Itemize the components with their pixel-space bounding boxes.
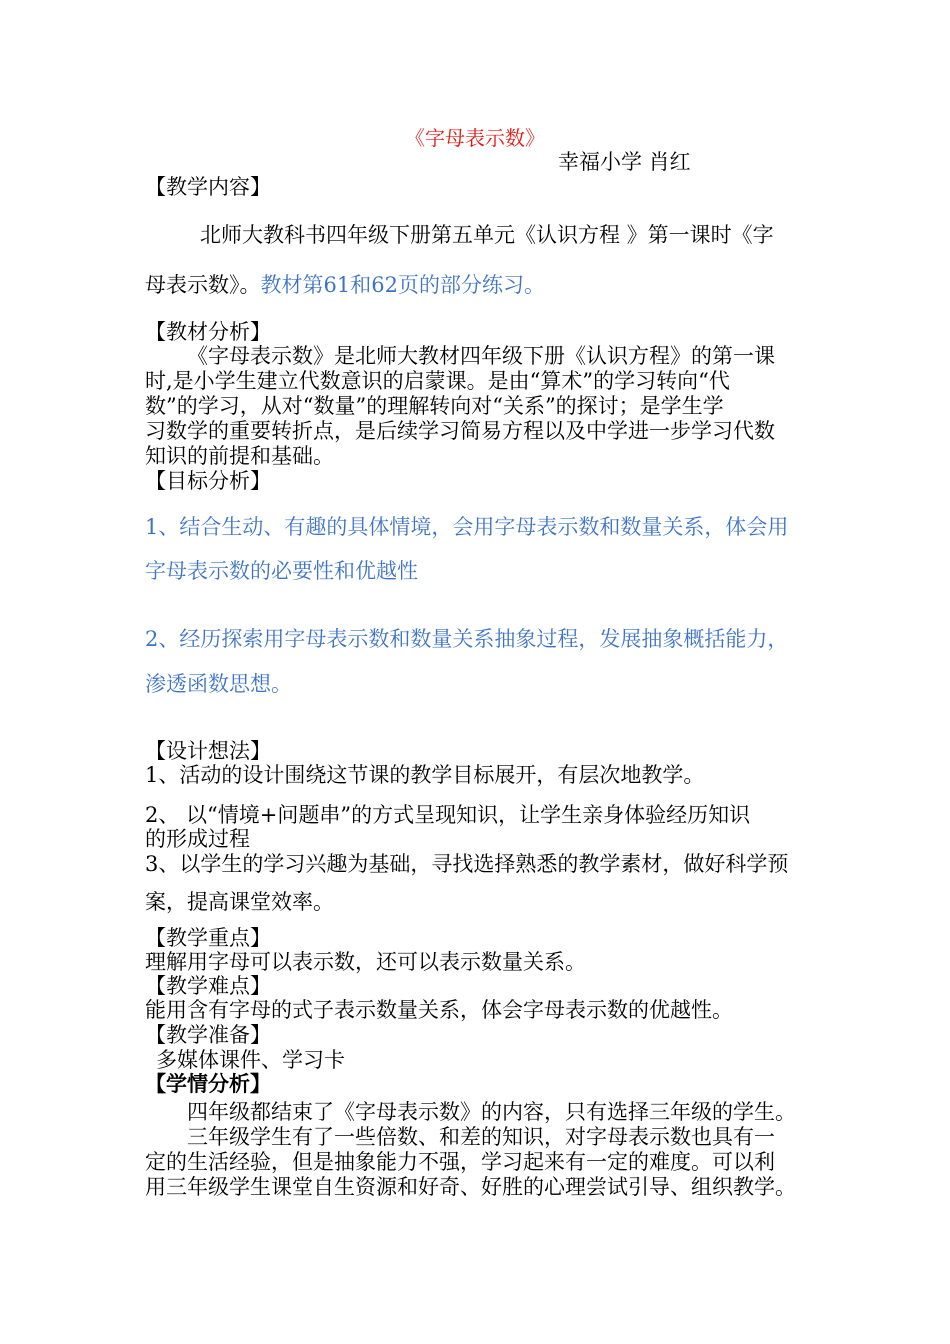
document-title: 《字母表示数》 <box>405 126 545 150</box>
section-heading-students: 【学情分析】 <box>145 1071 271 1096</box>
paragraph-line: 字母表示数的必要性和优越性 <box>145 559 418 583</box>
text-run: 母表示数》。 <box>145 273 261 297</box>
section-heading-keypoint: 【教学重点】 <box>145 926 271 950</box>
paragraph-line: 北师大教科书四年级下册第五单元《认识方程 》第一课时《字 <box>200 223 774 247</box>
paragraph-line: 2、经历探索用字母表示数和数量关系抽象过程，发展抽象概括能力， <box>145 627 789 651</box>
paragraph-line: 定的生活经验，但是抽象能力不强，学习起来有一定的难度。可以利 <box>145 1150 775 1174</box>
section-heading-material: 【教材分析】 <box>145 320 271 344</box>
paragraph-line: 三年级学生有了一些倍数、和差的知识，对字母表示数也具有一 <box>187 1125 775 1149</box>
section-heading-goals: 【目标分析】 <box>145 469 271 493</box>
section-heading-preparation: 【教学准备】 <box>145 1023 271 1047</box>
paragraph-line: 的形成过程 <box>145 827 250 851</box>
paragraph-line: 多媒体课件、学习卡 <box>156 1048 345 1072</box>
paragraph-line: 数”的学习，从对“数量”的理解转向对“关系”的探讨；是学生学 <box>145 394 724 418</box>
paragraph-line: 习数学的重要转折点，是后续学习简易方程以及中学进一步学习代数 <box>145 419 775 443</box>
paragraph-line: 用三年级学生课堂自生资源和好奇、好胜的心理尝试引导、组织教学。 <box>145 1175 796 1199</box>
paragraph-line <box>145 273 545 297</box>
paragraph-line: 四年级都结束了《字母表示数》的内容，只有选择三年级的学生。 <box>187 1100 796 1124</box>
paragraph-line: 1、结合生动、有趣的具体情境，会用字母表示数和数量关系，体会用 <box>145 515 789 539</box>
paragraph-line: 案，提高课堂效率。 <box>145 890 334 914</box>
paragraph-line: 《字母表示数》是北师大教材四年级下册《认识方程》的第一课 <box>187 344 775 368</box>
text-run-blue: 教材第61和62页的部分练习。 <box>260 273 545 297</box>
section-heading-content: 【教学内容】 <box>145 175 271 199</box>
paragraph-line: 能用含有字母的式子表示数量关系，体会字母表示数的优越性。 <box>145 998 733 1022</box>
section-heading-design: 【设计想法】 <box>145 739 271 763</box>
paragraph-line: 2、 以“情境+问题串”的方式呈现知识，让学生亲身体验经历知识 <box>145 803 751 827</box>
paragraph-line: 渗透函数思想。 <box>145 672 292 696</box>
paragraph-line: 知识的前提和基础。 <box>145 444 334 468</box>
paragraph-line: 理解用字母可以表示数，还可以表示数量关系。 <box>145 950 586 974</box>
paragraph-line: 1、活动的设计围绕这节课的教学目标展开，有层次地教学。 <box>145 763 705 787</box>
paragraph-line: 3、以学生的学习兴趣为基础，寻找选择熟悉的教学素材，做好科学预 <box>145 852 789 876</box>
author-line: 幸福小学 肖红 <box>558 150 691 174</box>
section-heading-difficulty: 【教学难点】 <box>145 974 271 998</box>
paragraph-line: 时,是小学生建立代数意识的启蒙课。是由“算术”的学习转向“代 <box>145 369 730 393</box>
